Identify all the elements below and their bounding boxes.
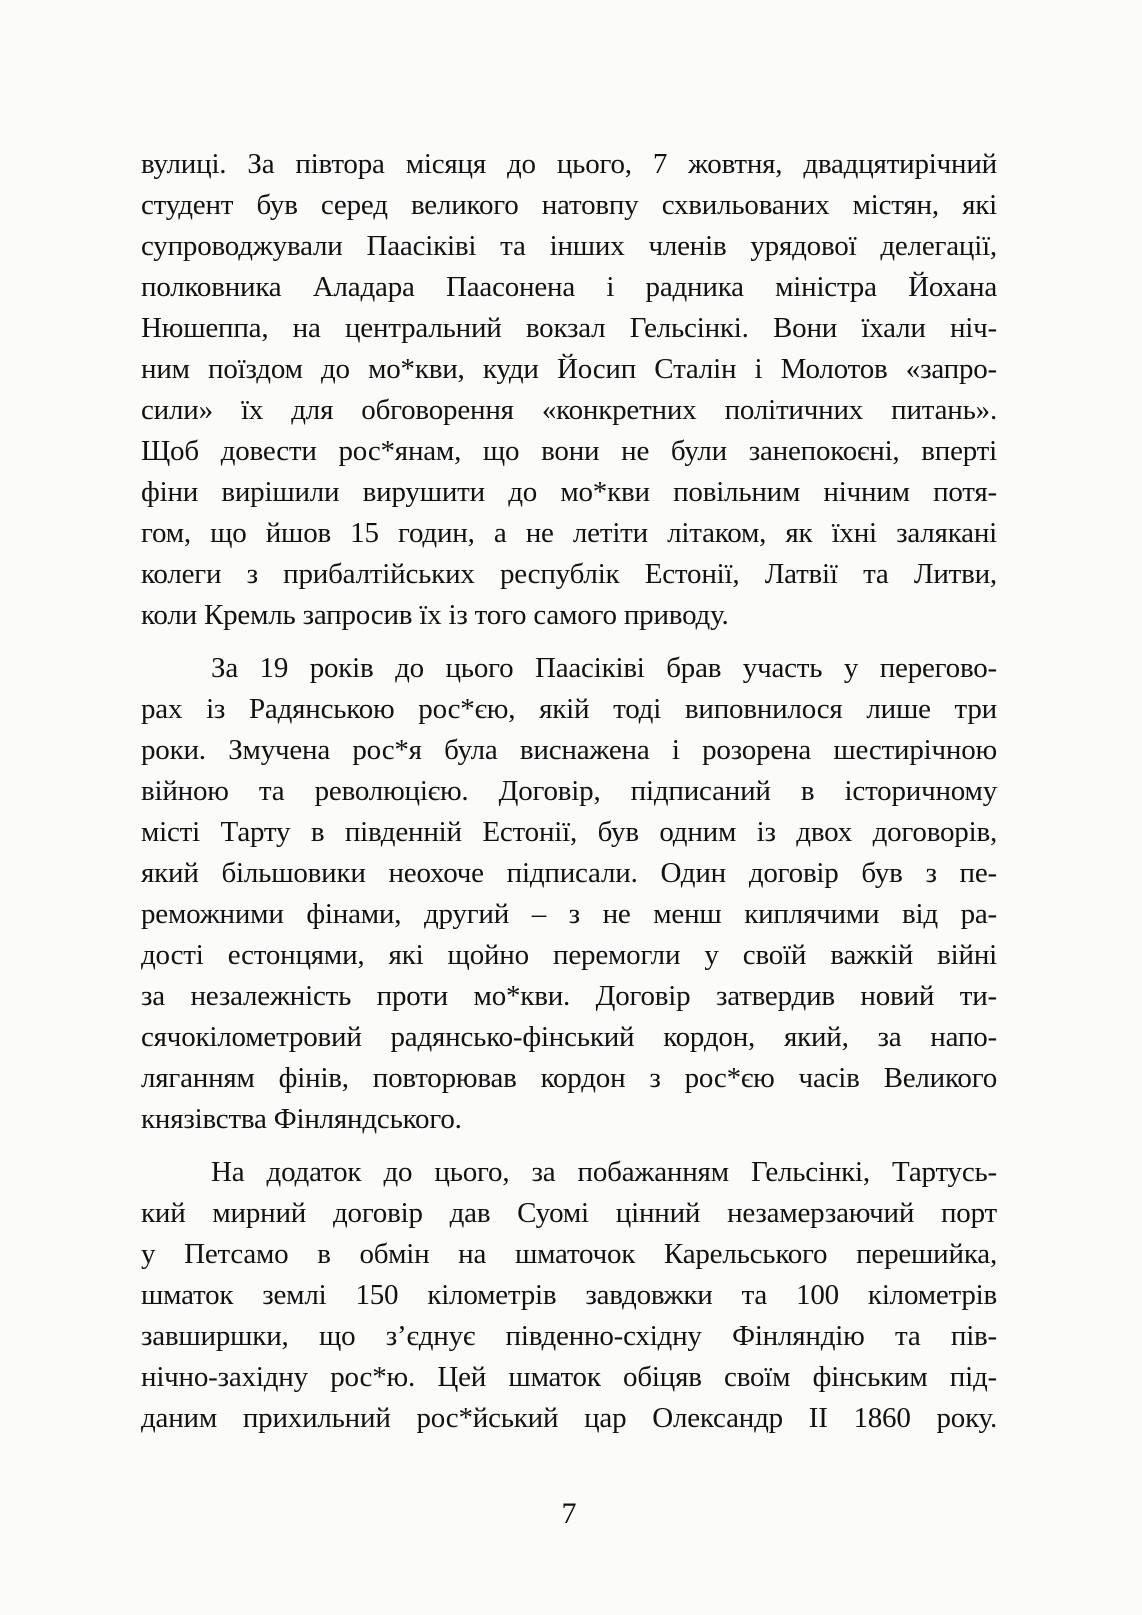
text-line: дості естонцями, які щойно перемогли у своїй важкій війні bbox=[141, 939, 997, 971]
text-line: студент був серед великого натовпу схвильованих містян, які bbox=[141, 189, 997, 221]
text-line: фіни вирішили вирушити до мо*кви повільним нічним потя- bbox=[141, 476, 997, 508]
text-line: війною та революцією. Договір, підписаний в історичному bbox=[141, 775, 997, 807]
text-line: вулиці. За півтора місяця до цього, 7 жовтня, двадцятирічний bbox=[141, 148, 997, 180]
text-line: кий мирний договір дав Суомі цінний незамерзаючий порт bbox=[141, 1197, 997, 1229]
text-line: який більшовики неохоче підписали. Один договір був з пе- bbox=[141, 857, 997, 889]
page-number: 7 bbox=[561, 1497, 577, 1530]
text-line: нічно-західну рос*ю. Цей шматок обіцяв своїм фінським під- bbox=[141, 1361, 997, 1393]
text-line: даним прихильний рос*йський цар Олександр ІІ 1860 року. bbox=[141, 1402, 997, 1434]
text-line: полковника Аладара Паасонена і радника міністра Йохана bbox=[141, 271, 997, 303]
text-line: ним поїздом до мо*кви, куди Йосип Сталін і Молотов «запро- bbox=[141, 353, 997, 385]
text-line: На додаток до цього, за побажанням Гельсінкі, Тартусь- bbox=[211, 1156, 997, 1188]
text-line: князівства Фінляндського. bbox=[141, 1103, 462, 1135]
text-line: реможними фінами, другий – з не менш киплячими від ра- bbox=[141, 898, 997, 930]
text-line: шматок землі 150 кілометрів завдовжки та 100 кілометрів bbox=[141, 1279, 997, 1311]
text-line: місті Тарту в південній Естонії, був одним із двох договорів, bbox=[141, 816, 997, 848]
text-line: гом, що йшов 15 годин, а не летіти літаком, як їхні залякані bbox=[141, 517, 997, 549]
text-line: Щоб довести рос*янам, що вони не були занепокоєні, вперті bbox=[141, 435, 997, 467]
paragraph-2 bbox=[141, 648, 997, 1140]
text-line: Нюшеппа, на центральний вокзал Гельсінкі. Вони їхали ніч- bbox=[141, 312, 997, 344]
text-line: у Петсамо в обмін на шматочок Карельського перешийка, bbox=[141, 1238, 997, 1270]
text-line: сили» їх для обговорення «конкретних політичних питань». bbox=[141, 394, 997, 426]
text-line: колеги з прибалтійських республік Естонії, Латвії та Литви, bbox=[141, 558, 997, 590]
paragraph-1 bbox=[141, 144, 997, 636]
text-line: завширшки, що з’єднує південно-східну Фінляндію та пів- bbox=[141, 1320, 997, 1352]
text-line: сячокілометровий радянсько-фінський кордон, який, за напо- bbox=[141, 1021, 997, 1053]
text-line: рах із Радянською рос*єю, якій тоді виповнилося лише три bbox=[141, 693, 997, 725]
text-line: роки. Змучена рос*я була виснажена і розорена шестирічною bbox=[141, 734, 997, 766]
text-line: супроводжували Паасіківі та інших членів урядової делегації, bbox=[141, 230, 997, 262]
text-line: за незалежність проти мо*кви. Договір затвердив новий ти- bbox=[141, 980, 997, 1012]
text-line: За 19 років до цього Паасіківі брав участь у перегово- bbox=[211, 652, 997, 684]
text-line: ляганням фінів, повторював кордон з рос*єю часів Великого bbox=[141, 1062, 997, 1094]
paragraph-3 bbox=[141, 1152, 997, 1439]
text-line: коли Кремль запросив їх із того самого приводу. bbox=[141, 599, 729, 631]
